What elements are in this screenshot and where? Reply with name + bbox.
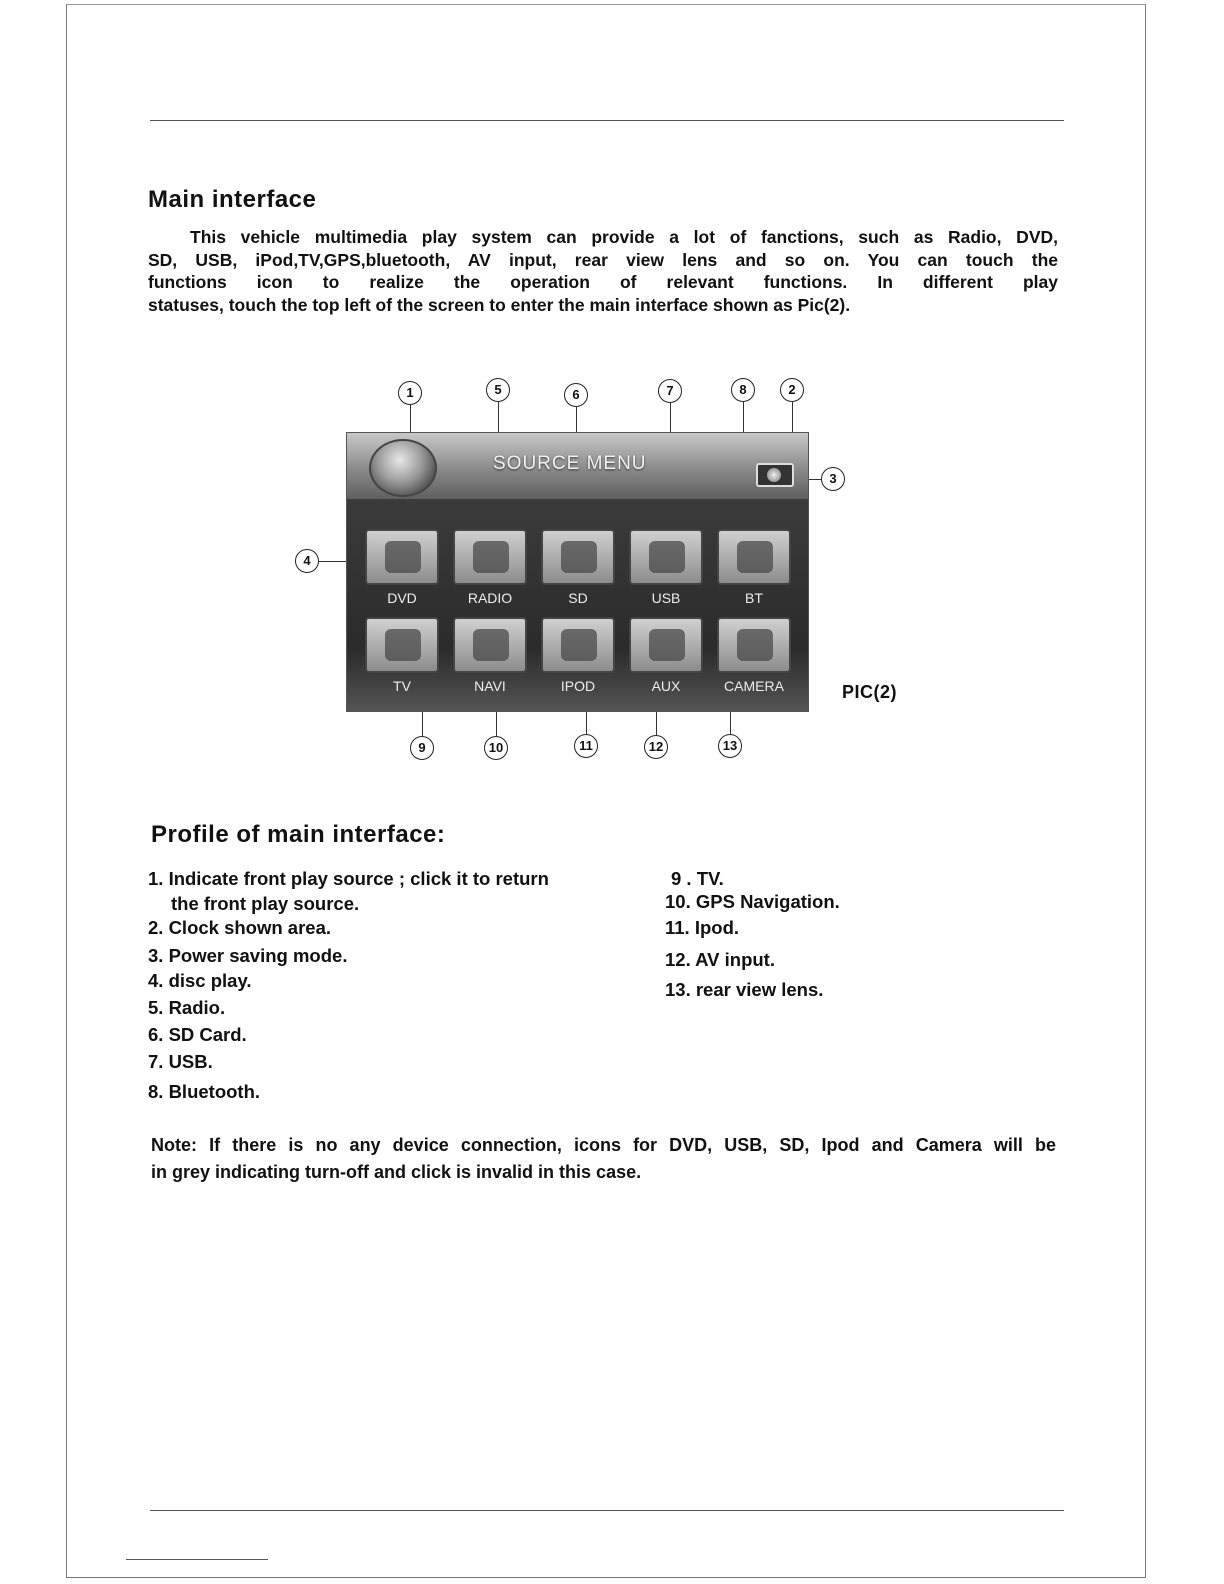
aux-tile[interactable] [629,617,703,673]
intro-line: This vehicle multimedia play system can provide a lot of fanctions, such as Radio, DVD, [190,227,1058,247]
source-menu-figure [280,370,940,770]
source-menu-screen [346,432,809,712]
radio-icon [473,541,509,573]
list-item: 2. Clock shown area. [148,917,332,938]
callout-2: 2 [780,378,804,402]
footer-rule [150,1510,1064,1511]
tile-label-ipod: IPOD [560,678,596,694]
tile-label-aux: AUX [651,678,681,694]
tile-label-radio: RADIO [467,590,513,606]
camera-icon [737,629,773,661]
list-item: 11. Ipod. [665,917,740,938]
power-saving-button[interactable] [756,463,794,487]
tile-label-dvd: DVD [387,590,417,606]
header-rule [150,120,1064,121]
screen-body [347,499,808,712]
note-line: in grey indicating turn-off and click is invalid in this case. [151,1162,642,1182]
screen-header [347,433,808,499]
camera-tile[interactable] [717,617,791,673]
sd-tile[interactable] [541,529,615,585]
usb-tile[interactable] [629,529,703,585]
radio-tile[interactable] [453,529,527,585]
tile-label-camera: CAMERA [724,678,784,694]
tile-label-sd: SD [568,590,588,606]
list-item: 10. GPS Navigation. [665,891,840,912]
callout-10: 10 [484,736,508,760]
tv-icon [385,629,421,661]
note-line: Note: If there is no any device connection, icons for DVD, USB, SD, Ipod and Camera will be [151,1135,1056,1155]
screen-title: SOURCE MENU [493,453,647,474]
disc-icon [385,541,421,573]
sd-card-icon [561,541,597,573]
tile-label-navi: NAVI [474,678,506,694]
usb-icon [649,541,685,573]
bt-tile[interactable] [717,529,791,585]
figure-caption: PIC(2) [842,682,898,702]
list-item: 1. Indicate front play source ; click it to return [148,868,549,889]
list-item: 6. SD Card. [148,1024,247,1045]
front-source-button[interactable] [369,439,437,497]
callout-11: 11 [574,734,598,758]
callout-4: 4 [295,549,319,573]
list-item: 8. Bluetooth. [148,1081,261,1102]
list-item: 13. rear view lens. [665,979,824,1000]
intro-line: statuses, touch the top left of the screen to enter the main interface shown as Pic(2). [148,294,851,315]
magnifier-icon [473,629,509,661]
tv-tile[interactable] [365,617,439,673]
navi-tile[interactable] [453,617,527,673]
list-item: 12. AV input. [665,949,775,970]
dvd-tile[interactable] [365,529,439,585]
footer-link-underline [126,1559,268,1560]
list-item: 7. USB. [148,1051,213,1072]
intro-line: functions icon to realize the operation of relevant functions. In different play [148,272,1058,292]
callout-7: 7 [658,379,682,403]
main-interface-heading: Main interface [148,186,317,213]
callout-13: 13 [718,734,742,758]
callout-1: 1 [398,381,422,405]
callout-8: 8 [731,378,755,402]
list-item: 9 . TV. [671,868,724,889]
callout-12: 12 [644,735,668,759]
list-item: 4. disc play. [148,970,252,991]
bluetooth-icon [737,541,773,573]
list-item: the front play source. [171,893,360,914]
tile-label-usb: USB [651,590,681,606]
note-paragraph [151,1132,1056,1186]
tile-label-bt: BT [745,590,763,606]
aux-cable-icon [649,629,685,661]
callout-9: 9 [410,736,434,760]
leader-line [792,402,793,434]
ipod-tile[interactable] [541,617,615,673]
ipod-icon [561,629,597,661]
tile-label-tv: TV [393,678,411,694]
intro-paragraph [148,226,1058,316]
list-item: 5. Radio. [148,997,226,1018]
intro-line: SD, USB, iPod,TV,GPS,bluetooth, AV input, rear view lens and so on. You can touch the [148,249,1058,270]
list-item: 3. Power saving mode. [148,945,348,966]
profile-heading: Profile of main interface: [151,821,446,848]
callout-6: 6 [564,383,588,407]
callout-3: 3 [821,467,845,491]
callout-5: 5 [486,378,510,402]
